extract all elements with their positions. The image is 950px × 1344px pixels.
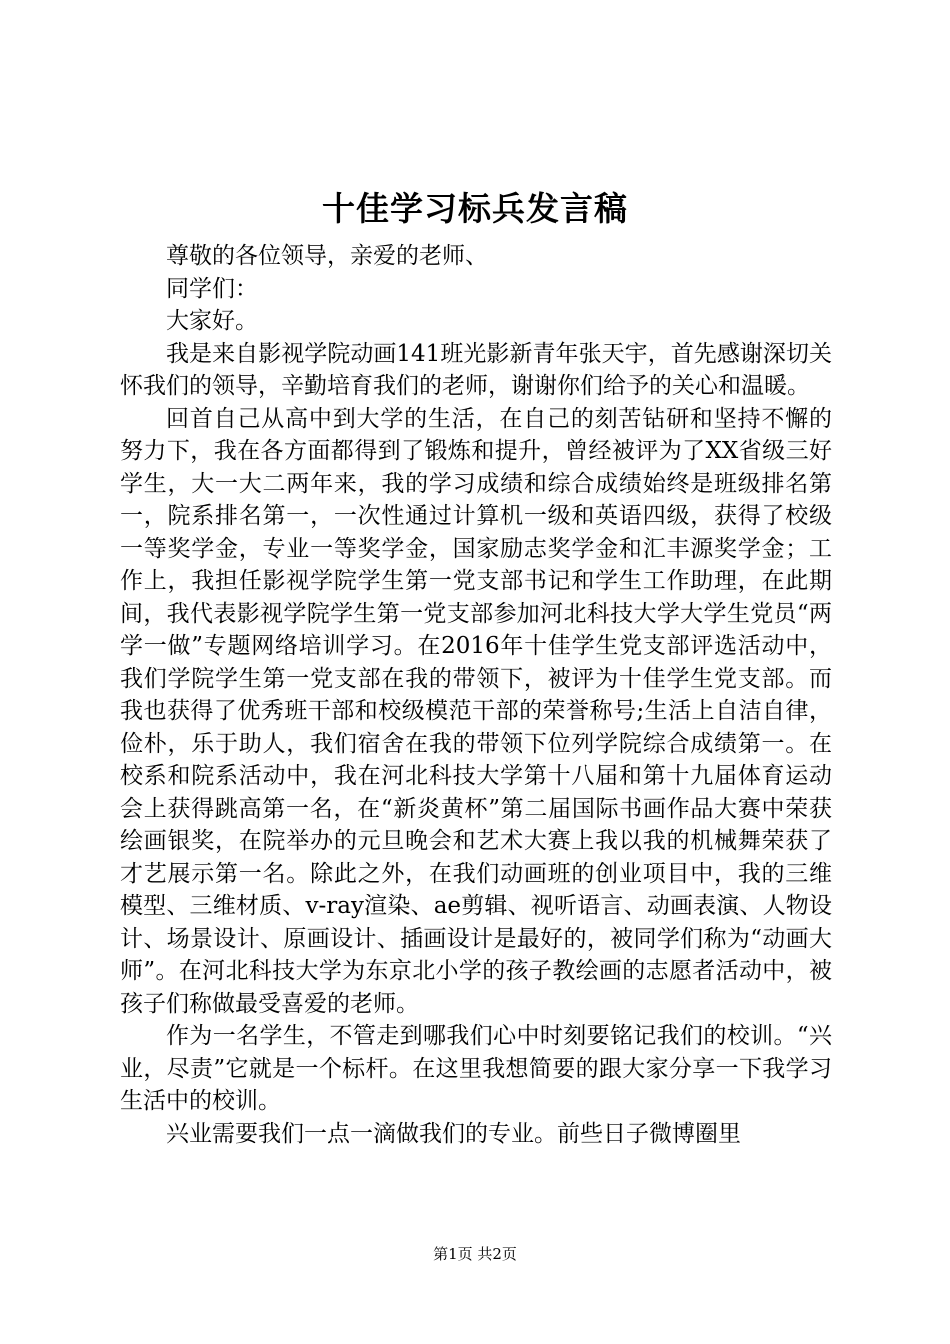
document-title: 十佳学习标兵发言稿 [322, 189, 628, 228]
salutation-line-1: 尊敬的各位领导，亲爱的老师、 [166, 243, 488, 269]
page-footer: 第1页 共2页 [433, 1245, 517, 1263]
salutation-line-2: 同学们： [166, 275, 258, 302]
document-body [120, 240, 832, 1150]
body-paragraph: 回首自己从高中到大学的生活，在自己的刻苦钻研和坚持不懈的努力下，我在各方面都得到了锻炼和提升，曾经被评为了XX省级三好学生，大一大二两年来，我的学习成绩和综合成绩始终是班级排名第一，院系排名第一，一次性通过计算机一级和英语四级，获得了校级一等奖学金，专业一等奖学金，国家励志奖学金和汇丰源奖学金；工作上，我担任影视学院学生第一党支部书记和学生工作助理，在此期间，我代表影视学院学生第一党支部参加河北科技大学大学生党员“两学一做”专题网络培训学习。在2016年十佳学生党支部评选活动中，我们学院学生第一党支部在我的带领下，被评为十佳学生党支部。而我也获得了优秀班干部和校级模范干部的荣誉称号;生活上自洁自律，俭朴，乐于助人，我们宿舍在我的带领下位列学院综合成绩第一。在校系和院系活动中，我在河北科技大学第十八届和第十九届体育运动会上获得跳高第一名，在“新炎黄杯”第二届国际书画作品大赛中荣获绘画银奖，在院举办的元旦晚会和艺术大赛上我以我的机械舞荣获了才艺展示第一名。除此之外，在我们动画班的创业项目中，我的三维模型、三维材质、v-ray渲染、ae剪辑、视听语言、动画表演、人物设计、场景设计、原画设计、插画设计是最好的，被同学们称为“动画大师”。在河北科技大学为东京北小学的孩子教绘画的志愿者活动中，被孩子们称做最受喜爱的老师。 [120, 405, 832, 1017]
body-paragraph: 作为一名学生，不管走到哪我们心中时刻要铭记我们的校训。“兴业，尽责”它就是一个标杆。在这里我想简要的跟大家分享一下我学习生活中的校训。 [120, 1023, 832, 1114]
body-paragraph: 兴业需要我们一点一滴做我们的专业。前些日子微博圈里 [166, 1120, 741, 1147]
greeting-paragraph: 大家好。 [166, 308, 258, 334]
body-paragraph: 我是来自影视学院动画141班光影新青年张天宇，首先感谢深切关怀我们的领导，辛勤培育我们的老师，谢谢你们给予的关心和温暖。 [120, 340, 832, 399]
